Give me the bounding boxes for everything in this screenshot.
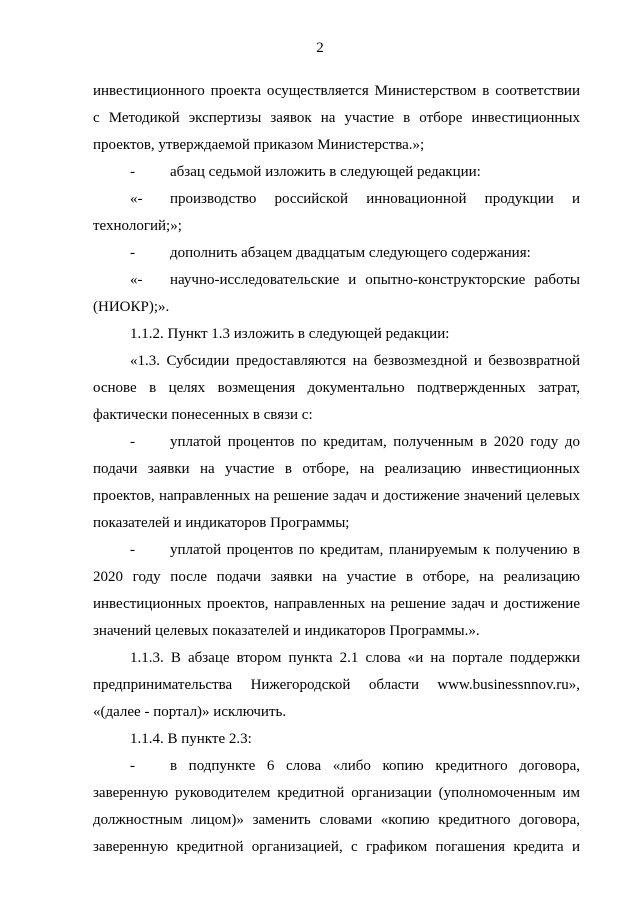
text-line: должностным лицом)» заменить словами «копию кредитного договора, <box>93 812 580 828</box>
text-line: подачи заявки на участие в отборе, на реализацию инвестиционных <box>93 461 580 477</box>
text-line: предпринимательства Нижегородской области www.businessnnov.ru», <box>93 677 580 693</box>
list-item-text: в подпункте 6 слова «либо копию кредитного договора, <box>170 758 580 774</box>
list-dash: - <box>130 542 135 558</box>
paragraph-heading: 1.1.2. Пункт 1.3 изложить в следующей редакции: <box>130 326 450 342</box>
text-line: технологий;»; <box>93 218 182 234</box>
page-number: 2 <box>316 40 324 56</box>
list-item-text: уплатой процентов по кредитам, планируемым к получению в <box>170 542 580 558</box>
text-line: «1.3. Субсидии предоставляются на безвозмездной и безвозвратной <box>130 353 580 369</box>
list-item-text: уплатой процентов по кредитам, полученным в 2020 году до <box>170 434 580 450</box>
text-line: инвестиционных проектов, направленных на решение задач и достижение <box>93 596 580 612</box>
list-item-text: производство российской инновационной продукции и <box>170 191 580 207</box>
list-dash: - <box>130 434 135 450</box>
quote-dash: «- <box>130 191 143 207</box>
text-line: (НИОКР);». <box>93 299 170 315</box>
text-line: инвестиционного проекта осуществляется Министерством в соответствии <box>93 83 580 99</box>
text-line: фактически понесенных в связи с: <box>93 407 313 423</box>
list-dash: - <box>130 245 135 261</box>
text-line: проектов, утверждаемой приказом Министерства.»; <box>93 137 425 153</box>
list-dash: - <box>130 758 135 774</box>
text-line: заверенную кредитной организацией, с графиком погашения кредита и <box>93 839 580 855</box>
list-item-text: научно-исследовательские и опытно-конструкторские работы <box>170 272 580 288</box>
list-item-text: дополнить абзацем двадцатым следующего содержания: <box>170 245 531 261</box>
paragraph-heading: 1.1.4. В пункте 2.3: <box>130 731 252 747</box>
text-line: проектов, направленных на решение задач и достижение значений целевых <box>93 488 580 504</box>
text-line: заверенную руководителем кредитной организации (уполномоченным им <box>93 785 580 801</box>
text-line: показателей и индикаторов Программы; <box>93 515 350 531</box>
text-line: значений целевых показателей и индикаторов Программы.». <box>93 623 480 639</box>
list-dash: - <box>130 164 135 180</box>
text-line: основе в целях возмещения документально подтвержденных затрат, <box>93 380 580 396</box>
text-line: с Методикой экспертизы заявок на участие в отборе инвестиционных <box>93 110 580 126</box>
text-line: 1.1.3. В абзаце втором пункта 2.1 слова «и на портале поддержки <box>130 650 580 666</box>
text-line: 2020 году после подачи заявки на участие в отборе, на реализацию <box>93 569 580 585</box>
quote-dash: «- <box>130 272 143 288</box>
text-line: «(далее - портал)» исключить. <box>93 704 287 720</box>
list-item-text: абзац седьмой изложить в следующей редакции: <box>170 164 481 180</box>
